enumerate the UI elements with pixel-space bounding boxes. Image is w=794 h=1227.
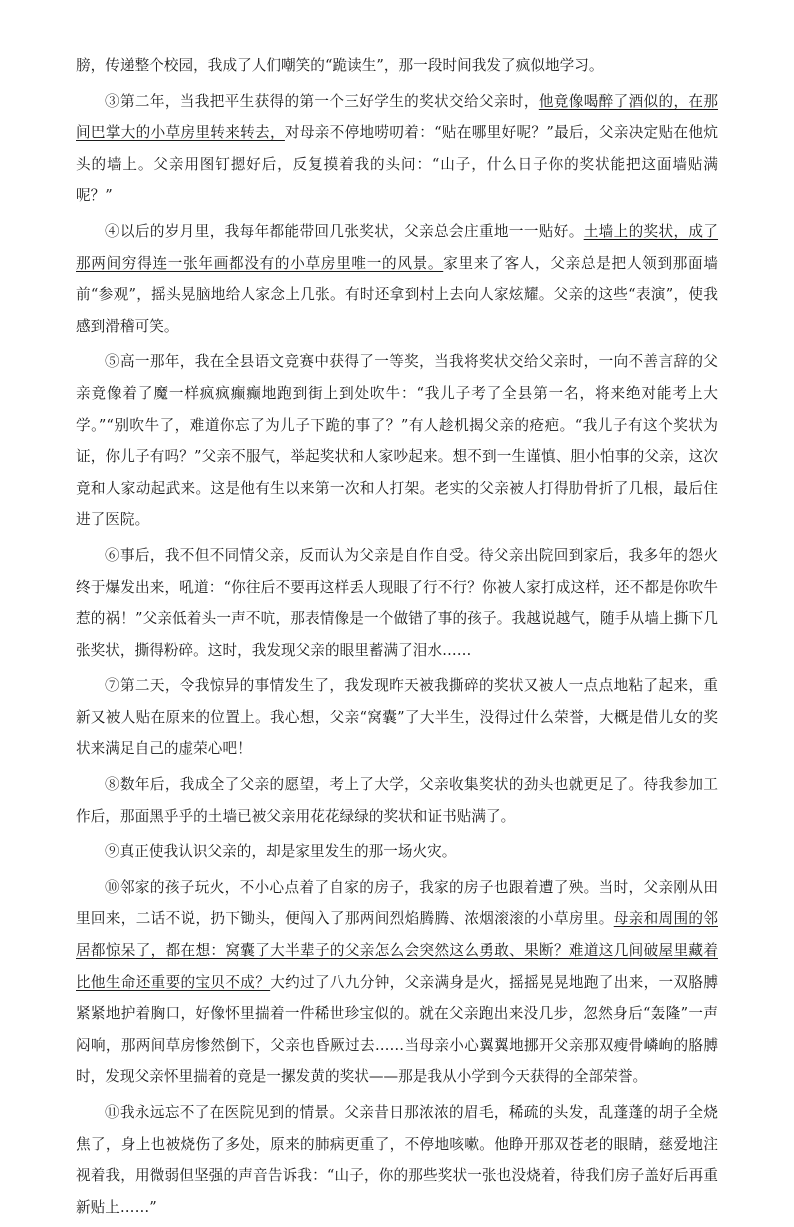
paragraph-text: ④以后的岁月里，我每年都能带回几张奖状，父亲总会庄重地一一贴好。 [105, 222, 584, 240]
paragraph-text: ⑦第二天，令我惊异的事情发生了，我发现昨天被我撕碎的奖状又被人一点点地粘了起来，重新又被人贴在原来的位置上。我心想，父亲“窝囊”了大半生，没得过什么荣誉，大概是借儿女的奖状来满足自己的虚荣心吧！ [76, 677, 718, 758]
paragraph-8 [76, 769, 718, 832]
paragraph-text: ⑧数年后，我成全了父亲的愿望，考上了大学，父亲收集奖状的劲头也就更足了。待我参加工作后，那面黑乎乎的土墙已被父亲用花花绿绿的奖状和证书贴满了。 [76, 776, 718, 825]
paragraph-6 [76, 540, 718, 666]
paragraph-text: 家里来了客人，父亲总是把人领到那面墙前“参观”，摇头晃脑地给人家念上几张。有时还拿到村上去向人家炫耀。父亲的这些“表演”，使我感到滑稽可笑。 [76, 254, 718, 335]
paragraph-9 [76, 836, 718, 868]
paragraph-11 [76, 1097, 718, 1223]
paragraph-text: ⑪我永远忘不了在医院见到的情景。父亲昔日那浓浓的眉毛，稀疏的头发，乱蓬蓬的胡子全烧焦了，身上也被烧伤了多处，原来的肺病更重了，不停地咳嗽。他睁开那双苍老的眼睛，慈爱地注视着我，用微弱但坚强的声音告诉我：“山子，你的那些奖状一张也没烧着，待我们房子盖好后再重新贴上……” [76, 1104, 718, 1216]
paragraph-text: 大约过了八九分钟，父亲满身是火，摇摇晃晃地跑了出来，一双胳膊紧紧地护着胸口，好像怀里揣着一件稀世珍宝似的。就在父亲跑出来没几步，忽然身后“轰隆”一声闷响，那两间草房惨然倒下，父亲也昏厥过去……当母亲小心翼翼地挪开父亲那双瘦骨嶙峋的胳膊时，发现父亲怀里揣着的竟是一摞发黄的奖状——那是我从小学到今天获得的全部荣誉。 [76, 973, 718, 1086]
underlined-sentence: 母亲和周围的邻居都惊呆了，都在想：窝囊了大半辈子的父亲怎么会突然这么勇敢、果断？难道这几间破屋里藏着比他生命还重要的宝贝不成？ [76, 910, 718, 991]
paragraph-text: ⑤高一那年，我在全县语文竞赛中获得了一等奖，当我将奖状交给父亲时，一向不善言辞的父亲竟像着了魔一样疯疯癫癫地跑到街上到处吹牛：“我儿子考了全县第一名，将来绝对能考上大学。”“别吹牛了，难道你忘了为儿子下跪的事了？”有人趁机揭父亲的疮疤。“我儿子有这个奖状为证，你儿子有吗？”父亲不服气，举起奖状和人家吵起来。想不到一生谨慎、胆小怕事的父亲，这次竟和人家动起武来。这是他有生以来第一次和人打架。老实的父亲被人打得肋骨折了几根，最后住进了医院。 [76, 353, 718, 529]
paragraph-5 [76, 346, 718, 536]
paragraph-text: 对母亲不停地唠叨着：“贴在哪里好呢？”最后，父亲决定贴在他炕头的墙上。父亲用图钉摁好后，反复摸着我的头问：“山子，什么日子你的奖状能把这面墙贴满呢？” [76, 124, 718, 205]
paragraph-text: ⑩邻家的孩子玩火，不小心点着了自家的房子，我家的房子也跟着遭了殃。当时，父亲刚从田里回来，二话不说，扔下锄头，便闯入了那两间烈焰腾腾、浓烟滚滚的小草房里。 [76, 878, 718, 928]
document-page [76, 50, 718, 1227]
underlined-sentence: 土墙上的奖状，成了那两间穷得连一张年画都没有的小草房里唯一的风景。 [76, 222, 719, 272]
paragraph-4 [76, 216, 718, 342]
paragraph-7 [76, 670, 718, 765]
paragraph-text: ⑥事后，我不但不同情父亲，反而认为父亲是自作自受。待父亲出院回到家后，我多年的怨火终于爆发出来，吼道：“你往后不要再这样丢人现眼了行不行？你被人家打成这样，还不都是你吹牛惹的祸！”父亲低着头一声不吭，那表情像是一个做错了事的孩子。我越说越气，随手从墙上撕下几张奖状，撕得粉碎。这时，我发现父亲的眼里蓄满了泪水…… [76, 546, 718, 659]
paragraph-10 [76, 872, 718, 1093]
paragraph-3 [76, 86, 718, 212]
paragraph-text: 膀，传递整个校园，我成了人们嘲笑的“跪读生”，那一段时间我发了疯似地学习。 [76, 57, 604, 74]
paragraph-continuation [76, 50, 718, 82]
paragraph-text: ③第二年，当我把平生获得的第一个三好学生的奖状交给父亲时， [105, 92, 539, 110]
paragraph-text: ⑨真正使我认识父亲的，却是家里发生的那一场火灾。 [105, 843, 457, 861]
underlined-sentence: 他竟像喝醉了酒似的，在那间巴掌大的小草房里转来转去， [76, 92, 719, 142]
